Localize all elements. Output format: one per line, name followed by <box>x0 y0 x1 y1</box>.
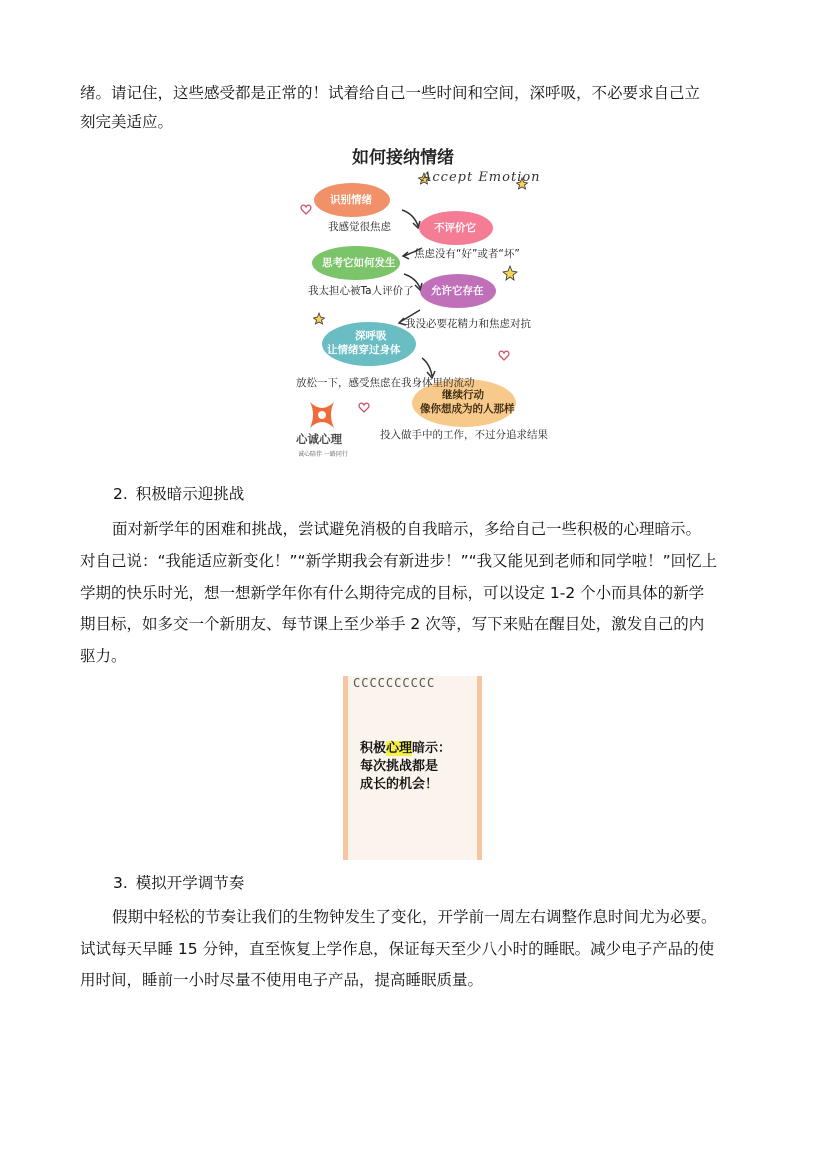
section-2-number: 2. <box>113 485 128 503</box>
section-2-line-2: 对自己说：“我能适应新变化！”“新学期我会有新进步！”“我又能见到老师和同学啦！”回忆上 <box>80 552 718 570</box>
section-3-line-2: 试试每天早睡 15 分钟，直至恢复上学作息，保证每天至少八小时的睡眠。减少电子产品的使 <box>80 940 715 958</box>
section-3-line-1: 假期中轻松的节奏让我们的生物钟发生了变化，开学前一周左右调整作息时间尤为必要。 <box>112 908 717 926</box>
step-5-label-2: 让情绪穿过身体 <box>327 344 401 356</box>
step-1-note: 我感觉很焦虑 <box>328 221 391 233</box>
accept-emotion-infographic <box>292 138 548 468</box>
section-2-line-4: 期目标，如多交一个新朋友、每节课上至少举手 2 次等，写下来贴在醒目处，激发自己的内 <box>80 615 705 633</box>
heart-icon <box>301 205 311 214</box>
section-2-line-3: 学期的快乐时光，想一想新学年你有什么期待完成的目标，可以设定 1-2 个小而具体的新学 <box>80 584 705 602</box>
step-1-label: 识别情绪 <box>330 194 372 206</box>
infographic-subtitle: Accept Emotion <box>422 170 541 185</box>
step-2-label: 不评价它 <box>434 222 476 234</box>
star-icon <box>314 313 325 324</box>
section-2-line-1: 面对新学年的困难和挑战，尝试避免消极的自我暗示，多给自己一些积极的心理暗示。 <box>112 520 702 538</box>
xincheng-logo-icon <box>310 402 334 428</box>
step-6-note: 投入做手中的工作，不过分追求结果 <box>380 429 548 441</box>
step-6-label: 继续行动 <box>442 389 484 401</box>
notepad-line-1: 积极心理暗示： <box>360 741 452 756</box>
section-3-number: 3. <box>113 874 128 892</box>
step-4-label: 允许它存在 <box>431 285 484 297</box>
section-2-line-5: 驱力。 <box>80 647 127 665</box>
step-4-note: 我没必要花精力和焦虑对抗 <box>405 318 531 330</box>
notepad-text <box>360 740 451 794</box>
step-3-label: 思考它如何发生 <box>322 257 396 269</box>
logo-tagline: 诚心陪伴 一路同行 <box>298 451 348 458</box>
step-6-label-2: 像你想成为的人那样 <box>420 403 515 415</box>
star-icon <box>503 266 517 280</box>
spiral-rings: CCCCCCCCCC <box>353 676 436 690</box>
section-3-heading <box>113 871 244 895</box>
step-3-note: 我太担心被Ta人评价了 <box>308 285 414 297</box>
section-3-line-3: 用时间，睡前一小时尽量不使用电子产品，提高睡眠质量。 <box>80 971 484 989</box>
notepad-line-3: 成长的机会！ <box>360 777 439 792</box>
arrow-1 <box>402 210 418 226</box>
arrow-5 <box>422 358 432 376</box>
positive-suggestion-notepad <box>343 676 482 860</box>
intro-line-1: 绪。请记住，这些感受都是正常的！试着给自己一些时间和空间，深呼吸，不必要求自己立 <box>80 84 701 102</box>
intro-line-2: 刻完美适应。 <box>80 113 174 131</box>
section-2-title: 积极暗示迎挑战 <box>135 485 245 503</box>
section-3-title: 模拟开学调节奏 <box>135 874 245 892</box>
heart-icon <box>499 351 509 360</box>
heart-icon <box>359 403 369 412</box>
logo-name: 心诚心理 <box>296 432 342 446</box>
step-2-note: 焦虑没有“好”或者“坏” <box>414 248 520 260</box>
step-5-label: 深呼吸 <box>355 330 387 342</box>
step-5-note: 放松一下，感受焦虑在我身体里的流动 <box>296 377 475 389</box>
section-2-heading <box>113 482 244 506</box>
notepad-line-2: 每次挑战都是 <box>360 759 439 774</box>
highlighted-word: 心理 <box>386 741 413 756</box>
infographic-title: 如何接纳情绪 <box>352 148 454 168</box>
infographic-drawing <box>292 138 544 468</box>
